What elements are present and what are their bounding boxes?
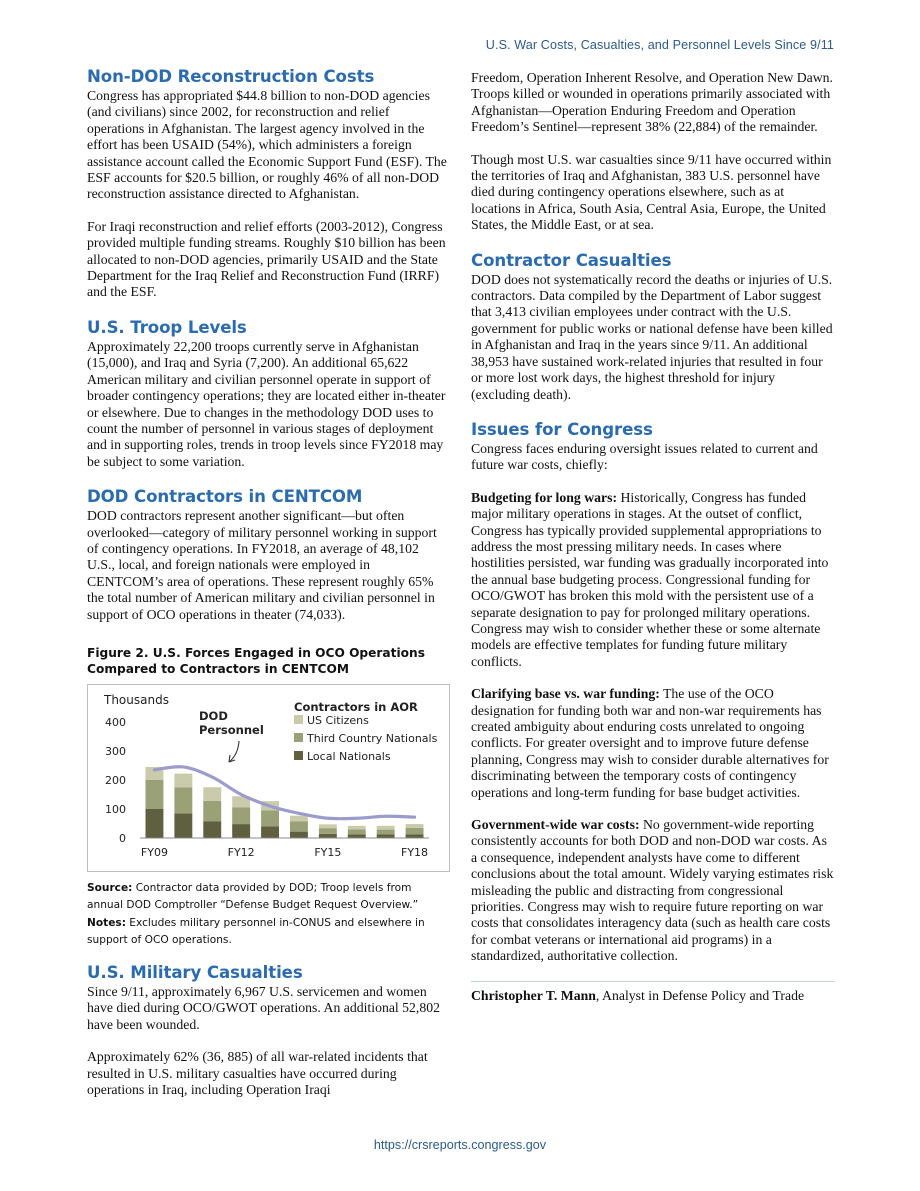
- bar-segment: [261, 826, 279, 838]
- source-label: Source:: [87, 881, 133, 894]
- heading-contractor-casualties: Contractor Casualties: [471, 250, 672, 270]
- bar-segment: [406, 834, 424, 838]
- notes-label: Notes:: [87, 916, 126, 929]
- bar-segment: [290, 816, 308, 822]
- section-issues: [471, 419, 835, 965]
- issue-text: Historically, Congress has funded major military operations in stages. At the outset of conflict, Congress has typically provided supplemental appropriations to address the most pressing military needs. In cases where hostilities persisted, war funding was gradually incorporated into the annual base budgeting process. Congressional funding for OCO/GWOT has broken this mold with the persistent use of a separate designation to pay for prolonged military operations. Congress may wish to consider whether these or some alternate models are effective templates for funding future military conflicts.: [471, 489, 829, 669]
- section-contractor-casualties: [471, 250, 835, 403]
- bar-segment: [319, 824, 337, 828]
- x-tick-label: FY18: [401, 845, 429, 859]
- annotation-label: DOD: [199, 708, 228, 723]
- heading-casualties: U.S. Military Casualties: [87, 962, 303, 982]
- section-non-dod: [87, 66, 449, 301]
- paragraph: Congress has appropriated $44.8 billion to non-DOD agencies (and civilians) since 2002, for reconstruction and relief operations in Afghanistan. The largest agency involved in the effort has been USAID (54%), which administers a foreign assistance account called the Economic Support Fund (ESF). The ESF accounts for $20.5 billion, or roughly 46% of all non-DOD reconstruction assistance directed to Afghanistan.: [87, 88, 447, 202]
- bar-segment: [203, 801, 221, 821]
- bar-segment: [319, 834, 337, 838]
- bar-segment: [406, 828, 424, 834]
- heading-issues: Issues for Congress: [471, 419, 653, 439]
- footer-url[interactable]: https://crsreports.congress.gov: [373, 1138, 547, 1152]
- bar-segment: [377, 834, 395, 837]
- y-tick-label: 0: [119, 831, 126, 845]
- bar-segment: [406, 824, 424, 828]
- figure-title: Figure 2. U.S. Forces Engaged in OCO Operations Compared to Contractors in CENTCOM: [87, 645, 425, 677]
- legend-label: Third Country Nationals: [307, 731, 438, 745]
- heading-troop-levels: U.S. Troop Levels: [87, 317, 247, 337]
- issue-lead: Budgeting for long wars:: [471, 489, 618, 505]
- author-title: , Analyst in Defense Policy and Trade: [595, 987, 805, 1003]
- issue-clarifying: [471, 686, 835, 801]
- bar-segment: [145, 780, 163, 809]
- issue-text: The use of the OCO designation for funding both war and non-war requirements has created ambiguity about enduring costs unrelated to ongoing conflicts. For greater oversight and to improve future defense planning, Congress may wish to consider durable alternatives for discriminating between the temporary costs of contingency operations and long-term funding for base budget activities.: [471, 686, 829, 800]
- dod-personnel-line: [154, 767, 414, 819]
- paragraph: For Iraqi reconstruction and relief efforts (2003-2012), Congress provided multiple funding streams. Roughly $10 billion has been allocated to non-DOD agencies, primarily USAID and the State Department for the Iraq Relief and Reconstruction Fund (IRRF) and the ESF.: [87, 218, 446, 300]
- legend-label: US Citizens: [307, 713, 369, 727]
- bar-segment: [261, 810, 279, 826]
- bar-segment: [377, 830, 395, 835]
- paragraph: DOD does not systematically record the deaths or injuries of U.S. contractors. Data compiled by the Department of Labor suggest that 3,413 civilian employees under contract with the U.S. government for public works or national defense have been killed in Afghanistan and Iraq in the years since 9/11. An additional 38,953 have sustained work-related injuries that resulted in four or more lost work days, the highest threshold for injury (excluding death).: [471, 271, 833, 402]
- source-text: Contractor data provided by DOD; Troop levels from annual DOD Comptroller “Defense Budget Request Overview.”: [87, 881, 419, 912]
- figure-notes: [87, 915, 449, 950]
- bar-segment: [203, 787, 221, 801]
- heading-contractors: DOD Contractors in CENTCOM: [87, 487, 363, 507]
- legend-label: Local Nationals: [307, 749, 391, 763]
- bar-segment: [203, 821, 221, 838]
- bar-segment: [319, 828, 337, 834]
- issue-budgeting: [471, 490, 835, 670]
- y-tick-label: 300: [105, 744, 126, 758]
- left-column: [87, 66, 449, 1114]
- legend-swatch: [294, 733, 303, 742]
- section-troop-levels: [87, 317, 449, 470]
- running-header: U.S. War Costs, Casualties, and Personnel Levels Since 9/11: [485, 38, 834, 52]
- x-tick-label: FY12: [227, 845, 255, 859]
- heading-non-dod: Non-DOD Reconstruction Costs: [87, 67, 375, 86]
- paragraph: Congress faces enduring oversight issues related to current and future war costs, chiefly:: [471, 440, 818, 473]
- x-tick-label: FY15: [314, 845, 342, 859]
- bar-segment: [145, 809, 163, 838]
- annotation-arrow: [229, 741, 239, 762]
- author-line: [471, 988, 835, 1004]
- notes-text: Excludes military personnel in-CONUS and elsewhere in support of OCO operations.: [87, 916, 425, 947]
- issue-government-wide: [471, 817, 835, 965]
- figure-source: [87, 880, 449, 915]
- paragraph: Though most U.S. war casualties since 9/11 have occurred within the territories of Iraq and Afghanistan, 383 U.S. personnel have died during contingency operations elsewhere, such as at locations in Africa, South Asia, Central Asia, Europe, the United States, the Middle East, or at sea.: [471, 151, 832, 233]
- paragraph: Approximately 62% (36, 885) of all war-related incidents that resulted in U.S. military casualties have occurred during operations in Iraq, including Operation Iraqi: [87, 1049, 428, 1097]
- section-casualties: [87, 962, 449, 1098]
- chart-svg: [88, 685, 449, 871]
- annotation-label: Personnel: [199, 722, 264, 737]
- legend-title: Contractors in AOR: [294, 699, 418, 714]
- bar-segment: [377, 826, 395, 830]
- section-contractors: [87, 486, 449, 623]
- bar-segment: [348, 826, 366, 829]
- y-tick-label: 400: [105, 715, 126, 729]
- bar-segment: [290, 821, 308, 831]
- x-tick-label: FY09: [140, 845, 168, 859]
- issue-text: No government-wide reporting consistently accounts for both DOD and non-DOD war costs. As a consequence, independent analysts have come to different conclusions about the total amount. Widely varying estimates risk misleading the public and distracting from congressional priorities. Congress may wish to require future reporting on war costs that consolidates interagency data (such as health care costs for combat veterans or international aid programs) in a standardized, authoritative collection.: [471, 817, 834, 964]
- divider: [471, 981, 835, 982]
- y-tick-label: 100: [105, 802, 126, 816]
- bar-segment: [174, 774, 192, 788]
- issue-lead: Clarifying base vs. war funding:: [471, 686, 660, 702]
- bar-segment: [174, 787, 192, 813]
- legend-swatch: [294, 715, 303, 724]
- bar-segment: [348, 829, 366, 834]
- bar-segment: [174, 813, 192, 838]
- y-tick-label: 200: [105, 773, 126, 787]
- paragraph: Freedom, Operation Inherent Resolve, and Operation New Dawn. Troops killed or wounded in operations primarily associated with Afghanistan—Operation Enduring Freedom and Operation Freedom’s Sentinel—represent 38% (22,884) of the remainder.: [471, 70, 833, 135]
- paragraph: Since 9/11, approximately 6,967 U.S. servicemen and women have died during OCO/GWOT operations. An additional 52,802 have been wounded.: [87, 983, 440, 1032]
- bar-segment: [290, 832, 308, 838]
- bar-segment: [232, 824, 250, 838]
- y-axis-label: Thousands: [104, 692, 169, 707]
- issue-lead: Government-wide war costs:: [471, 817, 640, 833]
- bar-segment: [348, 834, 366, 837]
- legend-swatch: [294, 751, 303, 760]
- author-name: Christopher T. Mann: [471, 987, 596, 1003]
- paragraph: DOD contractors represent another significant—but often overlooked—category of military personnel working in support of contingency operations. In FY2018, an average of 48,102 U.S., local, and foreign nationals were employed in CENTCOM’s area of operations. These represent roughly 65% the total number of American military and civilian personnel in support of OCO operations in theater (74,033).: [87, 508, 437, 622]
- right-column: [471, 70, 835, 1020]
- paragraph: Approximately 22,200 troops currently serve in Afghanistan (15,000), and Iraq and Syria (7,200). An additional 65,622 American military and civilian personnel operate in support of broader contingency operations; they are located either in-theater or elsewhere. Due to changes in the methodology DOD uses to count the number of personnel in various stages of deployment and in supporting roles, trends in troop levels since FY2018 may be subject to some variation.: [87, 338, 446, 469]
- bar-segment: [232, 807, 250, 824]
- chart-figure-2: [87, 684, 450, 872]
